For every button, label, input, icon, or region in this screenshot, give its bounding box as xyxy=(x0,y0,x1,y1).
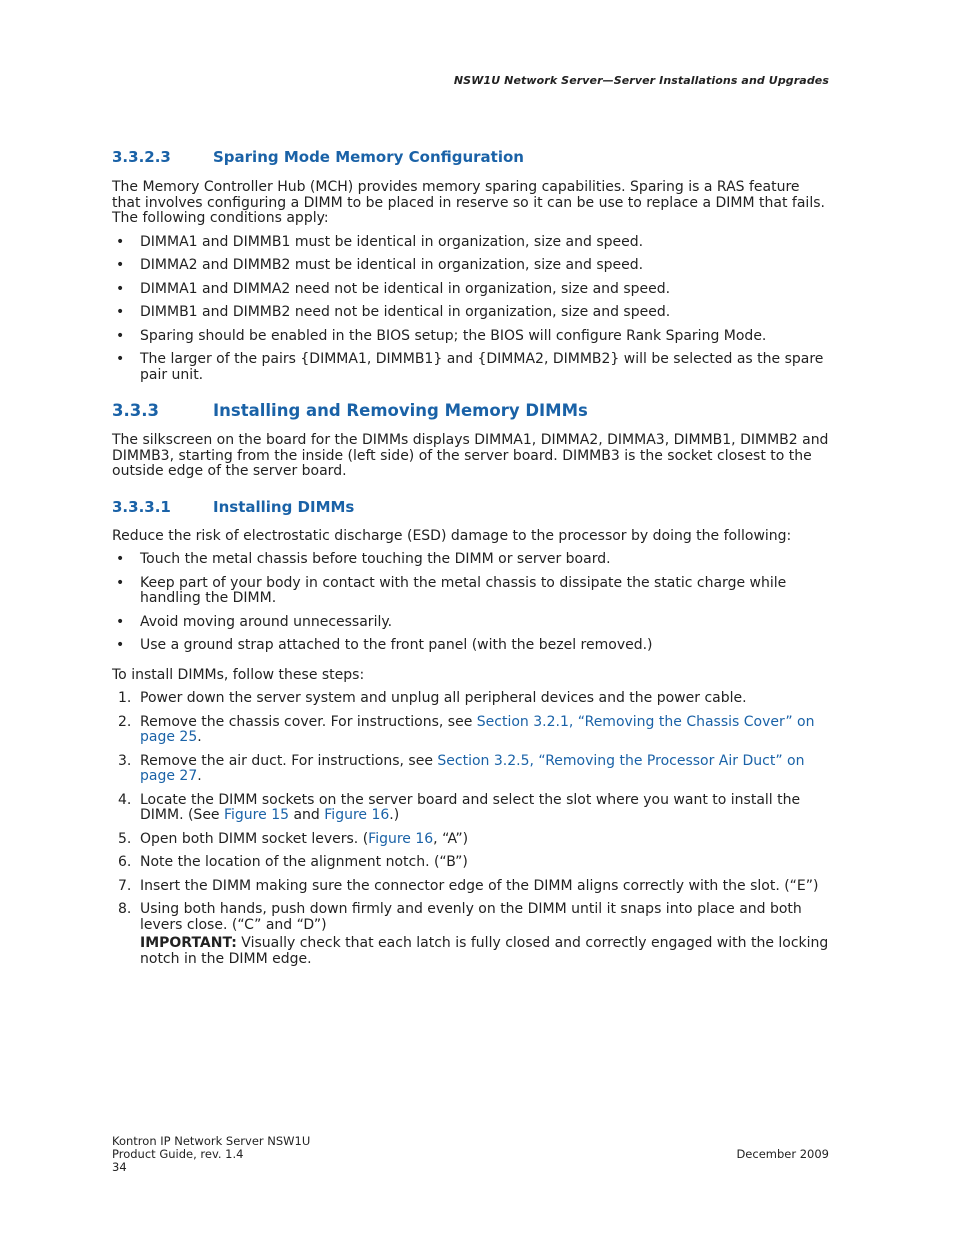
important-label: IMPORTANT: xyxy=(140,935,237,951)
step-text: Locate the DIMM sockets on the server board and select the slot where you want to install the DIMM. (See xyxy=(140,791,801,823)
step-text: . xyxy=(197,729,202,745)
list-item xyxy=(112,329,832,345)
step-item xyxy=(112,855,832,871)
step-text: Remove the air duct. For instructions, see xyxy=(140,752,438,769)
list-item xyxy=(112,305,832,321)
list-item xyxy=(112,282,832,298)
section-number: 3.3.2.3 xyxy=(112,148,171,166)
paragraph: The silkscreen on the board for the DIMMs displays DIMMA1, DIMMA2, DIMMA3, DIMMB1, DIMMB2 and DIMMB3, starting from the inside (left side) of the server board. DIMMB3 is the socket closest to the outside edge of the server board. xyxy=(112,432,829,479)
figure-link[interactable]: Figure 16 xyxy=(368,830,434,847)
list-item-text: Use a ground strap attached to the front panel (with the bezel removed.) xyxy=(140,637,653,653)
step-text: Note the location of the alignment notch. (“B”) xyxy=(140,854,468,870)
list-item-text: Sparing should be enabled in the BIOS setup; the BIOS will configure Rank Sparing Mode. xyxy=(140,327,767,344)
step-text: Open both DIMM socket levers. ( xyxy=(140,830,369,847)
page-number: 34 xyxy=(112,1160,127,1174)
step-text: . xyxy=(197,768,202,784)
section-heading-3-3-3-1 xyxy=(112,498,832,516)
page-content xyxy=(112,148,832,967)
section-number: 3.3.3.1 xyxy=(112,497,171,516)
step-number: 4. xyxy=(118,791,132,808)
step-number: 7. xyxy=(118,877,132,894)
step-text: Insert the DIMM making sure the connector edge of the DIMM aligns correctly with the slot. (“E”) xyxy=(140,877,819,894)
step-number: 6. xyxy=(118,854,132,870)
section-heading-3-3-2-3 xyxy=(112,148,832,166)
bullet-icon: • xyxy=(116,327,125,344)
list-item-text: DIMMA1 and DIMMB1 must be identical in organization, size and speed. xyxy=(140,233,644,250)
list-item-text: Keep part of your body in contact with the metal chassis to dissipate the static charge while handling the DIMM. xyxy=(140,574,787,606)
cross-reference-link[interactable]: Section 3.2.5, “Removing the Processor Air Duct” on page 27 xyxy=(140,752,805,784)
step-number: 8. xyxy=(118,901,132,917)
bullet-list-esd xyxy=(112,552,832,654)
list-item-text: DIMMA1 and DIMMA2 need not be identical in organization, size and speed. xyxy=(140,280,671,297)
step-item xyxy=(112,902,832,967)
footer-date: December 2009 xyxy=(736,1147,829,1161)
paragraph: The Memory Controller Hub (MCH) provides memory sparing capabilities. Sparing is a RAS feature that involves configuring a DIMM to be placed in reserve so it can be use to replace a DIMM that fails. The following conditions apply: xyxy=(112,179,825,226)
list-item-text: Touch the metal chassis before touching the DIMM or server board. xyxy=(140,551,611,567)
bullet-icon: • xyxy=(116,613,125,630)
list-item-text: The larger of the pairs {DIMMA1, DIMMB1} and {DIMMA2, DIMMB2} will be selected as the spare pair unit. xyxy=(140,351,824,383)
step-text: Power down the server system and unplug all peripheral devices and the power cable. xyxy=(140,690,747,706)
step-item xyxy=(112,691,832,707)
bullet-icon: • xyxy=(116,637,125,653)
footer-revision: Product Guide, rev. 1.4 xyxy=(112,1147,244,1161)
list-item-text: Avoid moving around unnecessarily. xyxy=(140,613,393,630)
important-note xyxy=(140,936,832,967)
important-text: Visually check that each latch is fully closed and correctly engaged with the locking notch in the DIMM edge. xyxy=(140,935,829,967)
step-item xyxy=(112,754,832,785)
step-item xyxy=(112,715,832,746)
list-item-text: DIMMA2 and DIMMB2 must be identical in organization, size and speed. xyxy=(140,257,644,273)
bullet-icon: • xyxy=(116,351,125,367)
list-item-text: DIMMB1 and DIMMB2 need not be identical in organization, size and speed. xyxy=(140,304,671,320)
bullet-icon: • xyxy=(116,233,125,250)
step-item xyxy=(112,832,832,848)
cross-reference-link[interactable]: Section 3.2.1, “Removing the Chassis Cover” on page 25 xyxy=(140,713,815,745)
step-text: Remove the chassis cover. For instructions, see xyxy=(140,713,477,730)
list-item xyxy=(112,235,832,251)
step-number: 5. xyxy=(118,830,132,847)
figure-link[interactable]: Figure 16 xyxy=(324,807,390,823)
footer-product: Kontron IP Network Server NSW1U xyxy=(112,1134,311,1148)
step-text: .) xyxy=(389,807,400,823)
bullet-list-sparing xyxy=(112,235,832,384)
list-item xyxy=(112,552,832,568)
section-number: 3.3.3 xyxy=(112,401,159,420)
paragraph: Reduce the risk of electrostatic discharge (ESD) damage to the processor by doing the following: xyxy=(112,527,792,544)
step-number: 1. xyxy=(118,690,132,706)
section-heading-3-3-3 xyxy=(112,401,832,421)
section-title: Installing and Removing Memory DIMMs xyxy=(213,401,588,420)
list-item xyxy=(112,638,832,654)
step-number: 2. xyxy=(118,713,132,730)
step-text: and xyxy=(289,807,325,823)
list-item xyxy=(112,615,832,631)
bullet-icon: • xyxy=(116,551,125,567)
bullet-icon: • xyxy=(116,257,125,273)
step-item xyxy=(112,793,832,824)
page-footer xyxy=(112,1135,310,1174)
paragraph: To install DIMMs, follow these steps: xyxy=(112,666,365,683)
bullet-icon: • xyxy=(116,304,125,320)
step-item xyxy=(112,879,832,895)
section-title: Sparing Mode Memory Configuration xyxy=(213,148,524,166)
figure-link[interactable]: Figure 15 xyxy=(224,807,290,823)
bullet-icon: • xyxy=(116,574,125,591)
list-item xyxy=(112,352,832,383)
steps-list xyxy=(112,691,832,967)
bullet-icon: • xyxy=(116,280,125,297)
list-item xyxy=(112,258,832,274)
list-item xyxy=(112,576,832,607)
step-number: 3. xyxy=(118,752,132,769)
step-text: Using both hands, push down firmly and evenly on the DIMM until it snaps into place and both levers close. (“C” and “D”) xyxy=(140,901,802,933)
section-title: Installing DIMMs xyxy=(213,497,355,516)
running-header: NSW1U Network Server—Server Installations and Upgrades xyxy=(453,74,829,87)
step-text: , “A”) xyxy=(433,830,469,847)
